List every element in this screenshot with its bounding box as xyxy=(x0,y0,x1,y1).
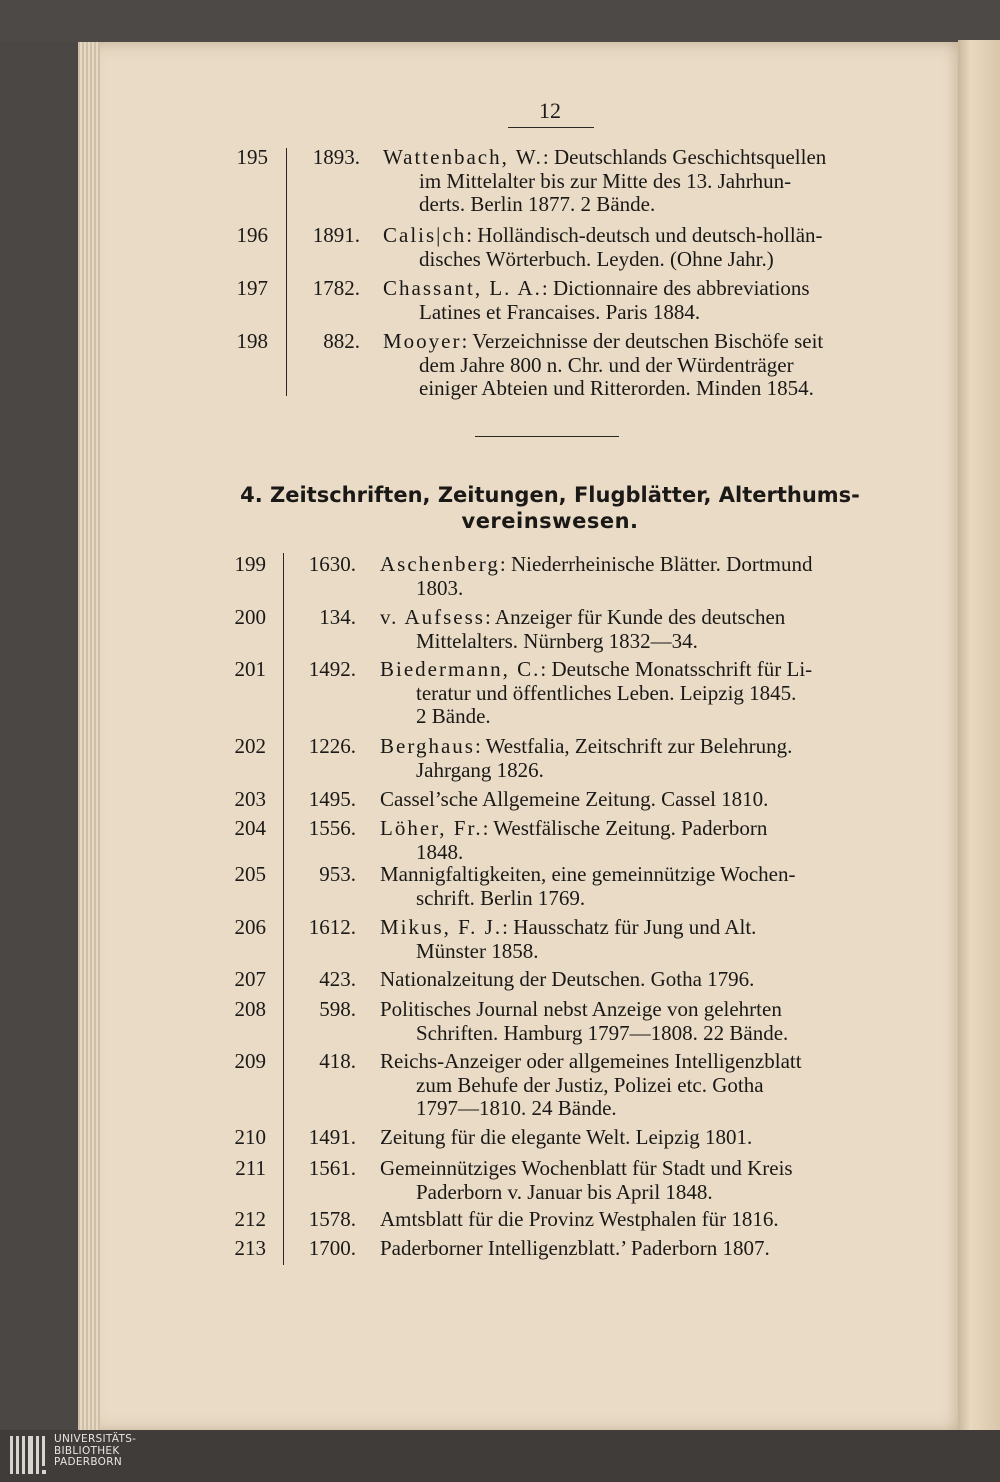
entry-number: 195 xyxy=(236,145,268,169)
logo-line-3: PADERBORN xyxy=(54,1456,122,1468)
page-number: 12 xyxy=(539,98,561,123)
entry-line xyxy=(380,606,880,630)
entry-number: 206 xyxy=(234,915,266,939)
library-logo-text xyxy=(54,1434,136,1469)
entry-line-text: Jahrgang 1826. xyxy=(416,757,544,782)
entry-number: 208 xyxy=(234,997,266,1021)
entry-line xyxy=(380,841,880,865)
logo-line-1: UNIVERSITÄTS- xyxy=(54,1433,137,1445)
entry-line-text: Gemeinnütziges Wochenblatt für Stadt und Kreis xyxy=(380,1156,793,1180)
entry-line xyxy=(380,735,880,759)
entry-author: Wattenbach, W. xyxy=(383,145,543,169)
entry-text xyxy=(383,224,883,271)
entry-number: 204 xyxy=(234,816,266,840)
entry-author: Biedermann, C. xyxy=(380,657,541,681)
entry-line-text: Paderborn v. Januar bis April 1848. xyxy=(416,1179,713,1204)
entry-line xyxy=(380,1050,880,1074)
entry-line xyxy=(380,1074,880,1098)
book-binding-edge xyxy=(78,42,100,1432)
entry-text xyxy=(380,606,880,653)
entry-catalog-number: 1893. xyxy=(312,145,360,169)
entry-catalog-number: 1495. xyxy=(308,787,356,811)
entry-catalog-number: 1226. xyxy=(308,734,356,758)
entry-line xyxy=(380,863,880,887)
entry-line-text: im Mittelalter bis zur Mitte des 13. Jahrhun- xyxy=(419,168,792,193)
entry-catalog-number: 423. xyxy=(319,967,356,991)
entry-line xyxy=(383,224,883,248)
library-logo-bars-icon xyxy=(8,1434,50,1478)
entry-number: 197 xyxy=(236,276,268,300)
entry-author: Mikus, F. J. xyxy=(380,915,503,939)
entry-number: 202 xyxy=(234,734,266,758)
entry-line-text: : Westfalia, Zeitschrift zur Belehrung. xyxy=(474,734,793,758)
entry-line xyxy=(380,577,880,601)
entry-catalog-number: 1612. xyxy=(308,915,356,939)
entry-text xyxy=(380,1126,880,1150)
column-divider-1 xyxy=(286,148,287,396)
column-divider-2 xyxy=(283,553,284,1265)
entry-line-text: : Niederrheinische Blätter. Dortmund xyxy=(499,552,813,576)
entry-line-text: Amtsblatt für die Provinz Westphalen für 1816. xyxy=(380,1207,779,1231)
entry-line xyxy=(380,1237,880,1261)
entry-line xyxy=(380,1157,880,1181)
entry-line-text: : Deutsche Monatsschrift für Li- xyxy=(540,657,813,681)
entry-line xyxy=(380,887,880,911)
entry-text xyxy=(380,968,880,992)
entry-catalog-number: 134. xyxy=(319,605,356,629)
entry-number: 205 xyxy=(234,862,266,886)
entry-line-text: Zeitung für die elegante Welt. Leipzig 1801. xyxy=(380,1125,753,1149)
entry-author: Mooyer xyxy=(383,329,462,353)
entry-number: 207 xyxy=(234,967,266,991)
entry-line xyxy=(383,377,883,401)
entry-author: Calis|ch xyxy=(383,223,467,247)
entry-catalog-number: 1891. xyxy=(312,223,360,247)
entry-line xyxy=(380,788,880,812)
entry-line xyxy=(380,1022,880,1046)
entry-line-text: derts. Berlin 1877. 2 Bände. xyxy=(419,192,656,216)
entry-line-text: disches Wörterbuch. Leyden. (Ohne Jahr.) xyxy=(419,246,774,271)
entry-line xyxy=(380,1126,880,1150)
entry-text xyxy=(380,735,880,782)
entry-text xyxy=(380,553,880,600)
entry-text xyxy=(380,863,880,910)
entry-line xyxy=(380,998,880,1022)
entry-number: 211 xyxy=(235,1156,266,1180)
entry-line-text: Politisches Journal nebst Anzeige von gelehrten xyxy=(380,997,782,1021)
logo-line-2: BIBLIOTHEK xyxy=(54,1444,120,1457)
entry-line-text: : Hausschatz für Jung und Alt. xyxy=(502,915,757,939)
page-stack-edge xyxy=(958,40,1000,1440)
entry-number: 199 xyxy=(234,552,266,576)
entry-catalog-number: 1491. xyxy=(308,1125,356,1149)
entry-catalog-number: 418. xyxy=(319,1049,356,1073)
entry-number: 209 xyxy=(234,1049,266,1073)
entry-text xyxy=(380,788,880,812)
entry-line-text: Cassel’sche Allgemeine Zeitung. Cassel 1810. xyxy=(380,787,769,811)
entry-author: Berghaus xyxy=(380,734,475,758)
entry-line-text: einiger Abteien und Ritterorden. Minden 1854. xyxy=(419,376,814,400)
entry-text xyxy=(383,330,883,401)
entry-line-text: Reichs-Anzeiger oder allgemeines Intelligenzblatt xyxy=(380,1049,802,1073)
entry-catalog-number: 953. xyxy=(319,862,356,886)
entry-number: 203 xyxy=(234,787,266,811)
entry-number: 213 xyxy=(234,1236,266,1260)
entry-line xyxy=(383,248,883,272)
entry-line xyxy=(380,682,880,706)
entry-text xyxy=(383,146,883,217)
entry-line-text: : Westfälische Zeitung. Paderborn xyxy=(482,816,768,840)
entry-catalog-number: 1492. xyxy=(308,657,356,681)
entry-catalog-number: 1556. xyxy=(308,816,356,840)
entry-number: 196 xyxy=(236,223,268,247)
scan-background-bottom xyxy=(0,1430,1000,1482)
entry-line xyxy=(383,301,883,325)
entry-number: 198 xyxy=(236,329,268,353)
entry-catalog-number: 1630. xyxy=(308,552,356,576)
entry-text xyxy=(380,817,880,864)
entry-line xyxy=(383,170,883,194)
entry-line xyxy=(380,916,880,940)
entry-line xyxy=(383,193,883,217)
entry-line xyxy=(380,705,880,729)
page-number-rule xyxy=(508,127,594,128)
entry-line xyxy=(383,146,883,170)
entry-line-text: : Dictionnaire des abbreviations xyxy=(541,276,810,300)
entry-line-text: Mittelalters. Nürnberg 1832—34. xyxy=(416,628,698,653)
entry-text xyxy=(380,998,880,1045)
section-heading xyxy=(200,482,900,534)
entry-line-text: : Verzeichnisse der deutschen Bischöfe seit xyxy=(461,329,824,353)
entry-line xyxy=(380,940,880,964)
entry-number: 210 xyxy=(234,1125,266,1149)
entry-line xyxy=(380,968,880,992)
entry-line-text: Nationalzeitung der Deutschen. Gotha 1796. xyxy=(380,967,755,991)
entry-text xyxy=(380,916,880,963)
entry-catalog-number: 1700. xyxy=(308,1236,356,1260)
entry-line-text: Münster 1858. xyxy=(416,938,539,963)
entry-number: 200 xyxy=(234,605,266,629)
entry-line xyxy=(380,630,880,654)
scan-background-top xyxy=(0,0,1000,42)
entry-line xyxy=(380,1181,880,1205)
entry-line-text: Paderborner Intelligenzblatt.’ Paderborn 1807. xyxy=(380,1236,770,1260)
entry-line xyxy=(380,817,880,841)
entry-text xyxy=(380,1237,880,1261)
entry-line-text: 1803. xyxy=(416,575,464,600)
entry-line-text: : Deutschlands Geschichtsquellen xyxy=(542,145,827,169)
entry-author: v. Aufsess xyxy=(380,605,485,629)
entry-line-text: schrift. Berlin 1769. xyxy=(416,885,586,910)
entry-line xyxy=(380,759,880,783)
entry-catalog-number: 882. xyxy=(323,329,360,353)
entry-line xyxy=(380,553,880,577)
entry-line-text: Latines et Francaises. Paris 1884. xyxy=(419,299,701,324)
entry-line-text: : Anzeiger für Kunde des deutschen xyxy=(484,605,786,629)
entry-text xyxy=(380,1050,880,1121)
entry-text xyxy=(380,658,880,729)
entry-author: Chassant, L. A. xyxy=(383,276,542,300)
entry-line-text: : Holländisch-deutsch und deutsch-hollän- xyxy=(466,223,823,247)
entry-author: Löher, Fr. xyxy=(380,816,483,840)
entry-author: Aschenberg xyxy=(380,552,500,576)
entry-line xyxy=(380,658,880,682)
entry-text xyxy=(383,277,883,324)
entry-text xyxy=(380,1208,880,1232)
entry-line-text: 2 Bände. xyxy=(416,704,491,728)
entry-catalog-number: 598. xyxy=(319,997,356,1021)
entry-line xyxy=(380,1097,880,1121)
entry-line xyxy=(383,277,883,301)
entry-catalog-number: 1578. xyxy=(308,1207,356,1231)
entry-line xyxy=(383,330,883,354)
section-separator xyxy=(475,436,619,437)
entry-line-text: dem Jahre 800 n. Chr. und der Würdenträger xyxy=(419,352,794,377)
entry-number: 212 xyxy=(234,1207,266,1231)
entry-line-text: Mannigfaltigkeiten, eine gemeinnützige Wochen- xyxy=(380,862,796,886)
entry-line-text: zum Behufe der Justiz, Polizei etc. Gotha xyxy=(416,1072,764,1097)
section-heading-line-2: vereinswesen. xyxy=(461,509,639,533)
entry-line-text: 1797—1810. 24 Bände. xyxy=(416,1096,617,1120)
entry-text xyxy=(380,1157,880,1204)
entry-line xyxy=(380,1208,880,1232)
entry-line xyxy=(383,354,883,378)
entry-line-text: teratur und öffentliches Leben. Leipzig 1845. xyxy=(416,680,797,705)
entry-catalog-number: 1561. xyxy=(308,1156,356,1180)
entry-line-text: 1848. xyxy=(416,839,464,864)
section-heading-line-1: 4. Zeitschriften, Zeitungen, Flugblätter, Alterthums- xyxy=(240,483,860,507)
entry-number: 201 xyxy=(234,657,266,681)
entry-line-text: Schriften. Hamburg 1797—1808. 22 Bände. xyxy=(416,1020,789,1045)
entry-catalog-number: 1782. xyxy=(312,276,360,300)
